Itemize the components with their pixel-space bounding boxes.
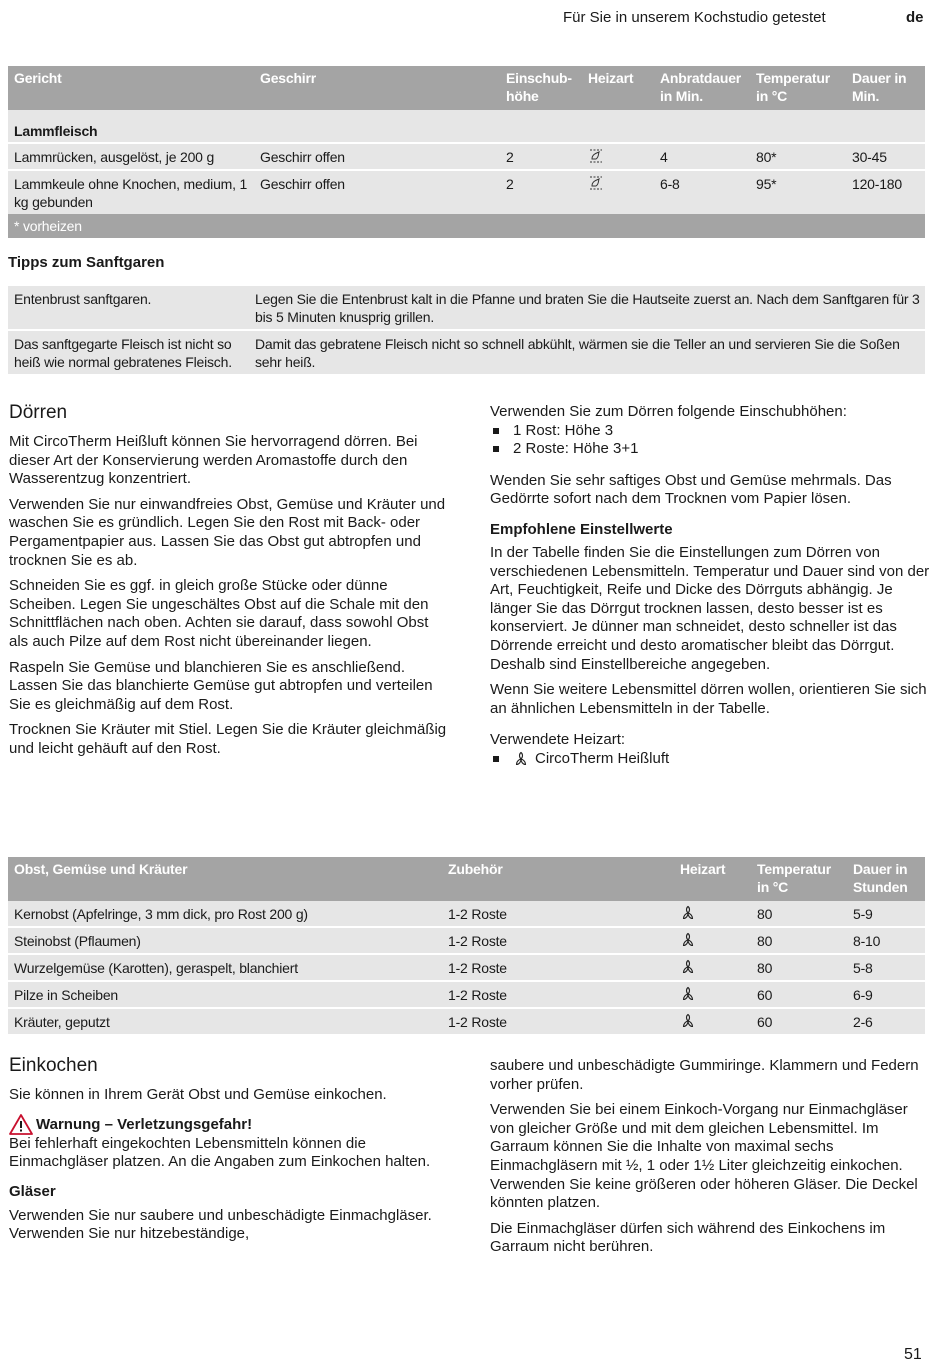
cell-level: 2 xyxy=(500,142,582,169)
table-row xyxy=(8,980,925,1007)
tips-title: Tipps zum Sanftgaren xyxy=(8,254,165,271)
cell-food: Wurzelgemüse (Karotten), geraspelt, blanchiert xyxy=(8,953,442,980)
cell-accessory: 1-2 Roste xyxy=(442,901,674,926)
col-header-temp: Temperatur in °C xyxy=(750,66,846,110)
settings-title: Empfohlene Einstellwerte xyxy=(490,520,673,538)
footnote-preheat: * vorheizen xyxy=(8,214,925,238)
circotherm-fan-icon xyxy=(680,932,696,948)
cell-temp: 60 xyxy=(751,1007,847,1034)
cell-food: Kernobst (Apfelringe, 3 mm dick, pro Rost 200 g) xyxy=(8,901,442,926)
cell-cookware: Geschirr offen xyxy=(254,169,500,214)
tips-row xyxy=(8,286,925,329)
cell-accessory: 1-2 Roste xyxy=(442,953,674,980)
level-text: 1 Rost: Höhe 3 xyxy=(513,421,614,439)
cell-dish: Lammkeule ohne Knochen, medium, 1 kg gebunden xyxy=(8,169,254,214)
page-number: 51 xyxy=(904,1346,922,1363)
circotherm-fan-icon xyxy=(680,1013,696,1029)
settings-paragraph: Wenn Sie weitere Lebensmittel dörren wollen, orientieren Sie sich an ähnlichen Lebensmitteln in der Tabelle. xyxy=(490,681,927,717)
warning-title: Warnung – Verletzungsgefahr! xyxy=(36,1115,253,1133)
cell-duration: 30-45 xyxy=(846,142,925,169)
warning-text: Bei fehlerhaft eingekochten Lebensmitteln können die Einmachgläser platzen. An die Angaben zum Einkochen halten. xyxy=(9,1134,431,1171)
glasses-title: Gläser xyxy=(9,1182,56,1200)
drying-paragraph: Verwenden Sie nur einwandfreies Obst, Gemüse und Kräuter und waschen Sie es gründlich. Legen Sie den Rost mit Back- oder Pergamentpapier aus. Lassen Sie das Obst gut abtropfen und trocknen Sie es ab. xyxy=(9,495,446,569)
tips-table xyxy=(8,286,925,374)
cell-accessory: 1-2 Roste xyxy=(442,1007,674,1034)
cell-food: Steinobst (Pflaumen) xyxy=(8,926,442,953)
cell-cookware: Geschirr offen xyxy=(254,142,500,169)
drying-paragraph: Raspeln Sie Gemüse und blanchieren Sie es anschließend. Lassen Sie das blanchierte Gemüse gut abtropfen und verteilen Sie es gleichmäßig auf dem Rost. xyxy=(9,658,433,713)
col-header-duration: Dauer in Stunden xyxy=(847,857,925,901)
cell-duration: 120-180 xyxy=(846,169,925,214)
cell-accessory: 1-2 Roste xyxy=(442,980,674,1007)
cell-heating xyxy=(674,926,751,953)
cell-duration: 2-6 xyxy=(847,1007,925,1034)
drying-paragraph: Schneiden Sie es ggf. in gleich große Stücke oder dünne Scheiben. Legen Sie ungeschältes Obst auf die Schale mit den Schnittflächen nach oben. Achten sie darauf, dass sowohl Obst als auch Pilze auf dem Rost nicht übereinander liegen. xyxy=(9,577,429,650)
canning-left-column xyxy=(9,1055,449,1251)
col-header-duration: Dauer in Min. xyxy=(846,66,925,110)
cell-heating xyxy=(674,1007,751,1034)
cooking-table-lamb xyxy=(8,66,925,238)
section-lamb: Lammfleisch xyxy=(8,110,925,142)
col-header-cookware: Geschirr xyxy=(254,66,500,110)
cell-accessory: 1-2 Roste xyxy=(442,926,674,953)
col-header-accessory: Zubehör xyxy=(442,857,674,901)
table-row xyxy=(8,169,925,214)
canning-paragraph: Verwenden Sie bei einem Einkoch-Vorgang nur Einmachgläser von gleicher Größe und mit dem gleichen Lebensmittel. Im Garraum können Sie die Inhalte von maximal sechs Einmachgläsern mit ½, 1 oder 1½ Liter gleichzeitig einkochen. Verwenden Sie keine größeren oder höheren Gläser. Die Deckel könnten platzen. xyxy=(490,1101,918,1212)
col-header-dish: Gericht xyxy=(8,66,254,110)
drying-left-column xyxy=(9,402,449,766)
table-row xyxy=(8,142,925,169)
bullet-square xyxy=(493,446,499,452)
drying-paragraph: Trocknen Sie Kräuter mit Stiel. Legen Sie die Kräuter gleichmäßig und leicht gehäuft auf den Rost. xyxy=(9,721,447,757)
cell-sear: 6-8 xyxy=(654,169,750,214)
table-row xyxy=(8,901,925,926)
cell-heating xyxy=(582,142,654,169)
tip-advice: Damit das gebratene Fleisch nicht so schnell abkühlt, wärmen sie die Teller an und servieren Sie die Soßen sehr heiß. xyxy=(249,329,925,374)
canning-title: Einkochen xyxy=(9,1055,98,1076)
cell-level: 2 xyxy=(500,169,582,214)
circotherm-fan-icon xyxy=(680,905,696,921)
level-text: 2 Roste: Höhe 3+1 xyxy=(513,440,639,458)
col-header-temp: Temperatur in °C xyxy=(751,857,847,901)
col-header-heating: Heizart xyxy=(582,66,654,110)
circotherm-fan-icon xyxy=(680,959,696,975)
settings-paragraph: In der Tabelle finden Sie die Einstellungen zum Dörren von verschiedenen Lebensmitteln. Temperatur und Dauer sind von der Art, Feuchtigkeit, Reife und Dicke des Dörrguts abhängig. Je länger Sie das Dörrgut trocknen lassen, desto besser ist es konserviert. Je dünner man schneidet, desto schneller ist das Dörrende erreicht und desto aromatischer bleibt das Dörrgut. Deshalb sind Einstellbereiche angegeben. xyxy=(490,543,930,673)
tip-advice: Legen Sie die Entenbrust kalt in die Pfanne und braten Sie die Hautseite zuerst an. Nach dem Sanftgaren für 3 bis 5 Minuten knusprig grillen. xyxy=(249,286,925,329)
warning-heading xyxy=(9,1114,449,1135)
cell-temp: 80* xyxy=(750,142,846,169)
levels-intro: Verwenden Sie zum Dörren folgende Einschubhöhen: xyxy=(490,403,847,420)
cell-heating xyxy=(674,953,751,980)
level-list-item xyxy=(490,440,930,459)
turn-paragraph: Wenden Sie sehr saftiges Obst und Gemüse mehrmals. Das Gedörrte sofort nach dem Trocknen vom Papier lösen. xyxy=(490,471,892,508)
warning-triangle-icon xyxy=(9,1114,33,1135)
cell-duration: 5-9 xyxy=(847,901,925,926)
low-temperature-cooking-icon xyxy=(588,175,604,191)
cell-temp: 80 xyxy=(751,926,847,953)
canning-paragraph: saubere und unbeschädigte Gummiringe. Klammern und Federn vorher prüfen. xyxy=(490,1057,919,1093)
cell-dish: Lammrücken, ausgelöst, je 200 g xyxy=(8,142,254,169)
table-header-row xyxy=(8,857,925,901)
cell-heating xyxy=(674,901,751,926)
table-row xyxy=(8,953,925,980)
cell-sear: 4 xyxy=(654,142,750,169)
language-code: de xyxy=(906,9,924,26)
drying-settings-table xyxy=(8,857,925,1034)
low-temperature-cooking-icon xyxy=(588,148,604,164)
circotherm-fan-icon xyxy=(513,751,529,767)
canning-intro: Sie können in Ihrem Gerät Obst und Gemüse einkochen. xyxy=(9,1086,387,1103)
col-header-sear: Anbratdauer in Min. xyxy=(654,66,750,110)
cell-temp: 95* xyxy=(750,169,846,214)
cell-temp: 60 xyxy=(751,980,847,1007)
drying-title: Dörren xyxy=(9,402,68,423)
tip-problem: Das sanftgegarte Fleisch ist nicht so heiß wie normal gebratenes Fleisch. xyxy=(8,329,249,374)
heat-label: Verwendete Heizart: xyxy=(490,731,626,749)
table-row xyxy=(8,926,925,953)
level-list-item xyxy=(490,422,930,441)
bullet-square xyxy=(493,428,499,434)
cell-duration: 8-10 xyxy=(847,926,925,953)
bullet-square xyxy=(493,756,499,762)
canning-paragraph: Die Einmachgläser dürfen sich während des Einkochens im Garraum nicht berühren. xyxy=(490,1219,886,1256)
table-section-row xyxy=(8,110,925,142)
col-header-heating: Heizart xyxy=(674,857,751,901)
drying-paragraph: Mit CircoTherm Heißluft können Sie hervorragend dörren. Bei dieser Art der Konservierung werden Aromastoffe durch den Wasserentzug konzentriert. xyxy=(9,433,418,488)
heat-mode-text: CircoTherm Heißluft xyxy=(535,749,670,767)
col-header-food: Obst, Gemüse und Kräuter xyxy=(8,857,442,901)
glasses-text: Verwenden Sie nur saubere und unbeschädigte Einmachgläser. Verwenden Sie nur hitzebeständige, xyxy=(9,1206,432,1243)
cell-food: Pilze in Scheiben xyxy=(8,980,442,1007)
cell-temp: 80 xyxy=(751,953,847,980)
drying-right-column xyxy=(490,403,930,769)
col-header-level: Einschub- höhe xyxy=(500,66,582,110)
cell-temp: 80 xyxy=(751,901,847,926)
heat-mode-item xyxy=(490,750,930,769)
circotherm-fan-icon xyxy=(680,986,696,1002)
tip-problem: Entenbrust sanftgaren. xyxy=(8,286,249,329)
cell-heating xyxy=(674,980,751,1007)
running-header-title: Für Sie in unserem Kochstudio getestet xyxy=(563,9,826,26)
table-footnote-row xyxy=(8,214,925,238)
table-header-row xyxy=(8,66,925,110)
cell-duration: 5-8 xyxy=(847,953,925,980)
table-row xyxy=(8,1007,925,1034)
canning-right-column xyxy=(490,1057,930,1264)
tips-row xyxy=(8,329,925,374)
cell-duration: 6-9 xyxy=(847,980,925,1007)
cell-food: Kräuter, geputzt xyxy=(8,1007,442,1034)
cell-heating xyxy=(582,169,654,214)
